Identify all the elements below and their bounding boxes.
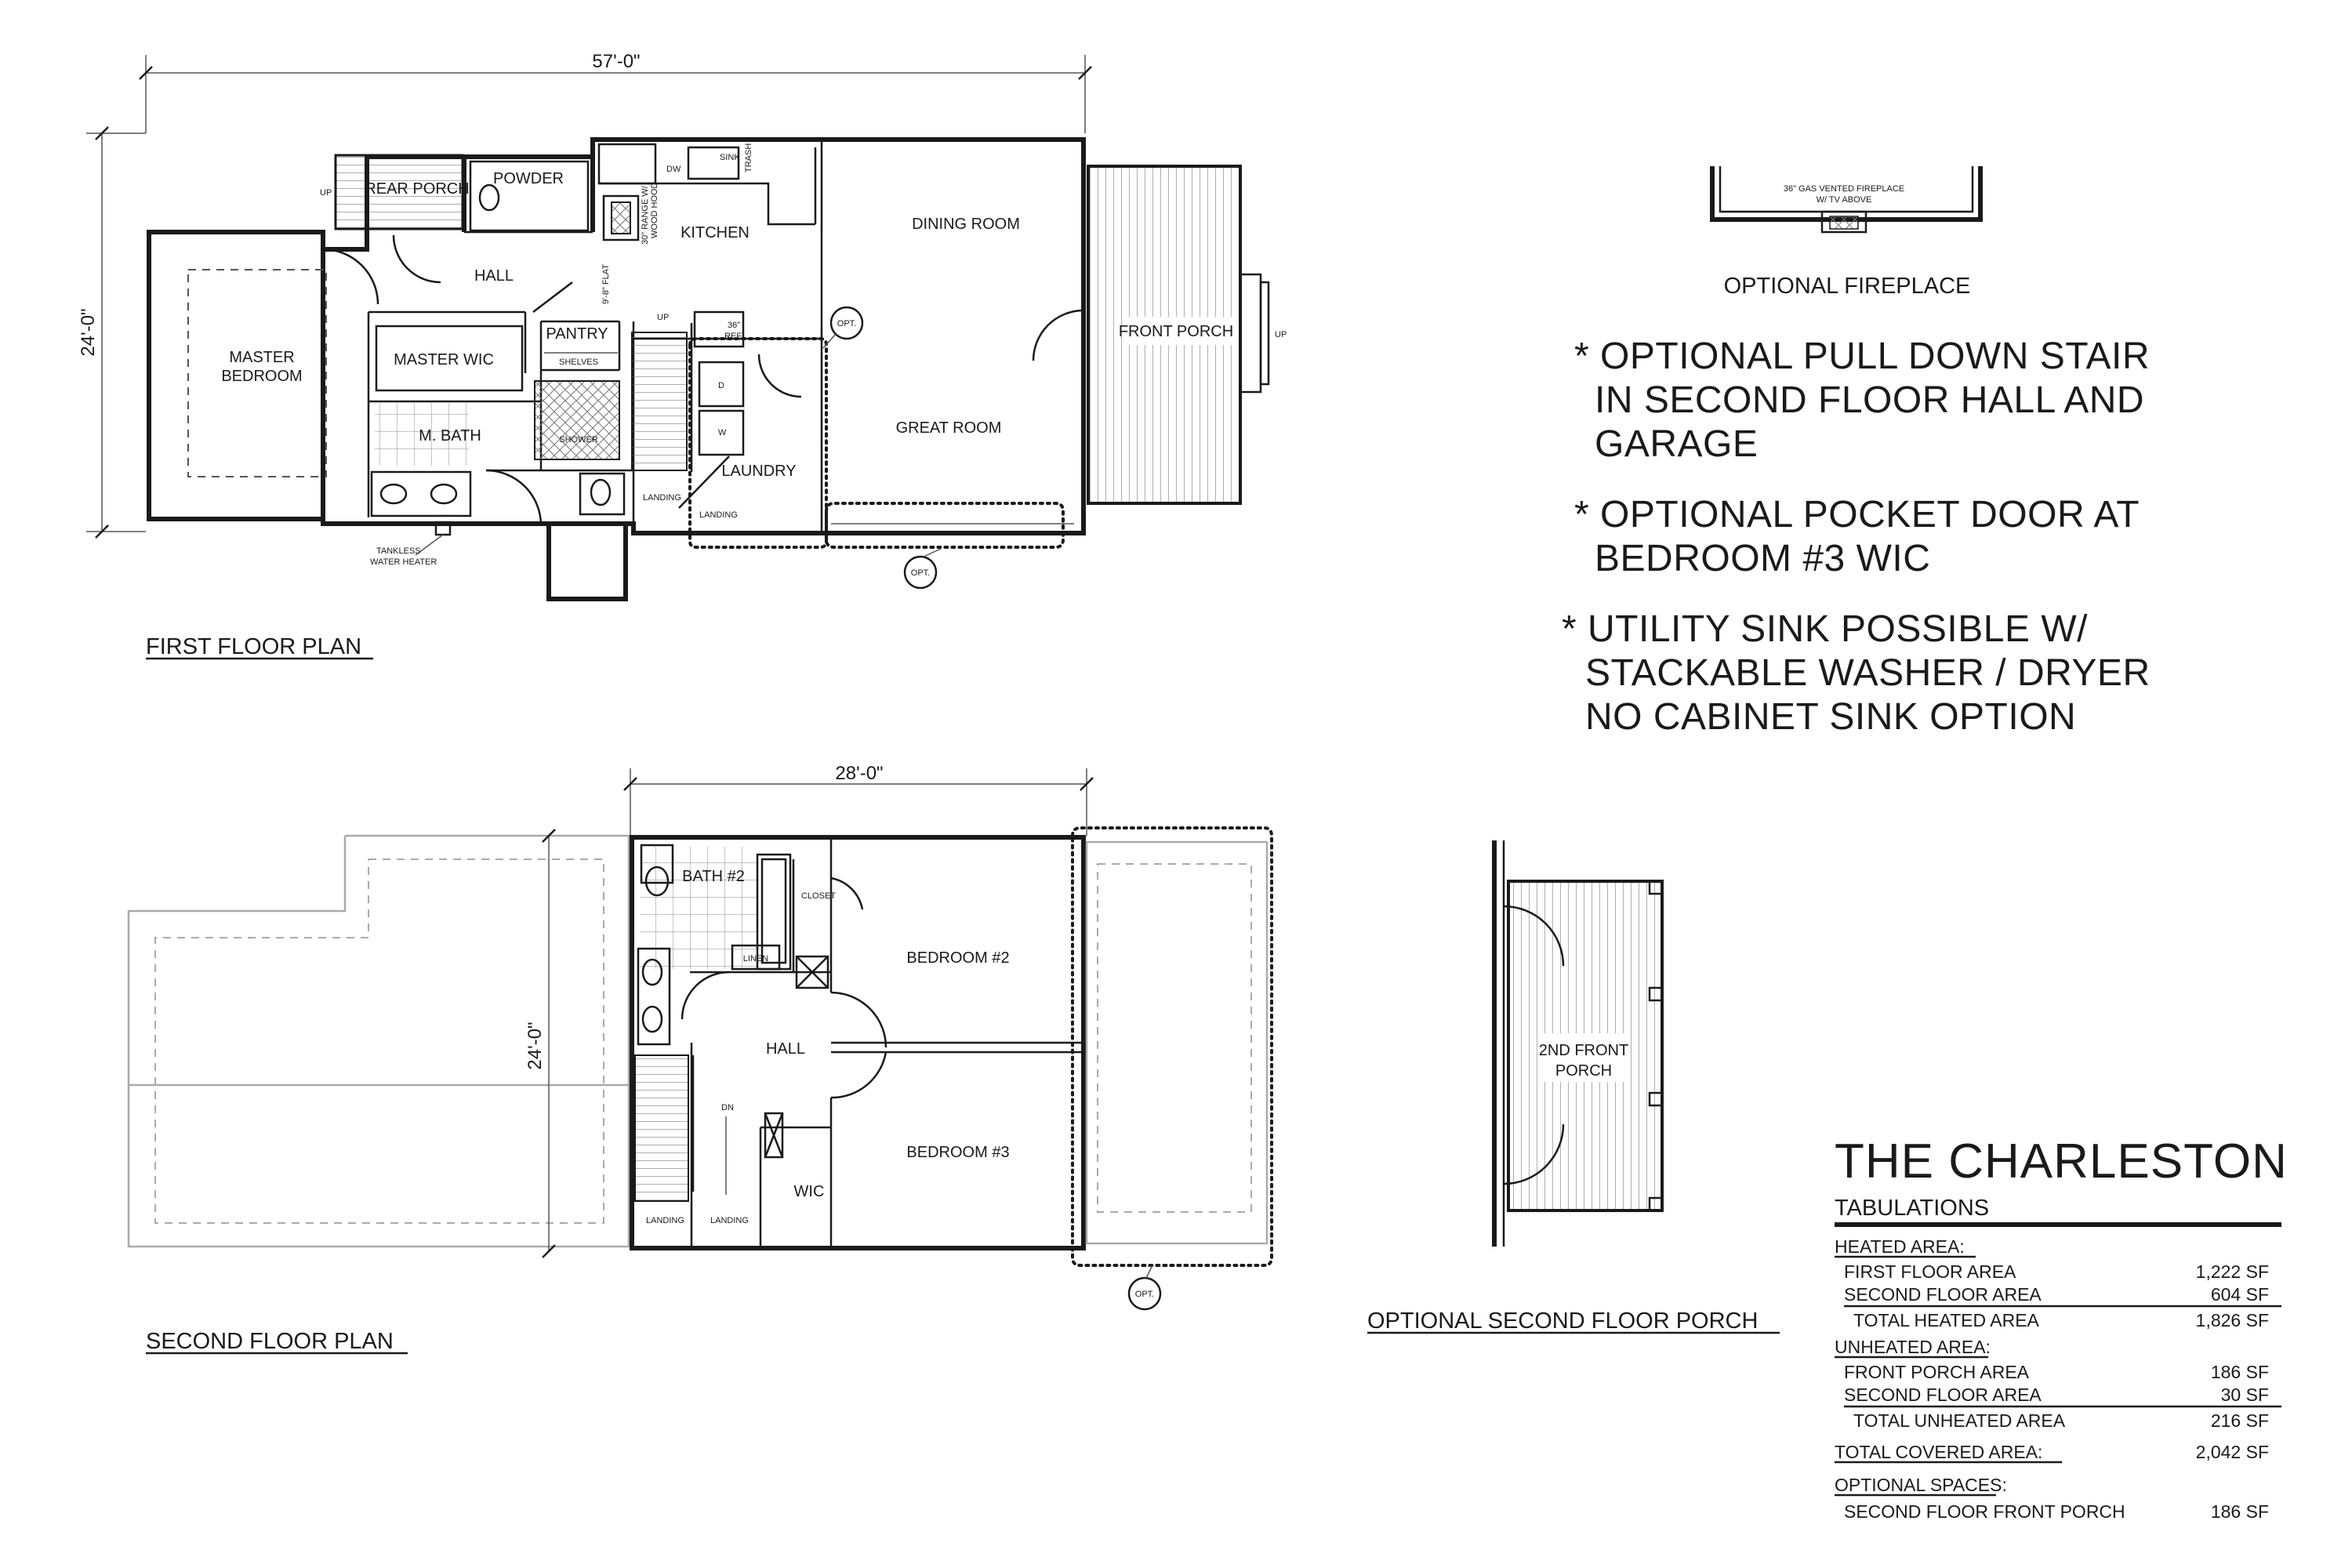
powder-label: POWDER: [493, 170, 564, 187]
range-label-2: WOOD HOOD: [650, 182, 659, 238]
bedroom-3-label: BEDROOM #3: [906, 1144, 1010, 1161]
first-floor-plan-title: FIRST FLOOR PLAN: [146, 634, 362, 659]
range-label-1: 30" RANGE W/: [641, 186, 650, 245]
opt-marker-laundry: OPT.: [837, 319, 857, 328]
second-front-porch-label-1: 2ND FRONT: [1538, 1042, 1629, 1059]
second-depth-dimension: 24'-0": [524, 1022, 546, 1070]
second-floor-area-label: SECOND FLOOR AREA: [1844, 1284, 2042, 1305]
second-floor-area-value: 604 SF: [2210, 1284, 2269, 1305]
tankless-label-line1: TANKLESS: [376, 546, 421, 556]
ref-label-1: 36": [728, 321, 741, 330]
master-wic: [376, 326, 522, 390]
plan-notes: [1562, 336, 2151, 738]
ref-label-2: REF.: [724, 332, 743, 341]
second-front-porch-label-2: PORCH: [1555, 1062, 1613, 1080]
note-1-line-2: IN SECOND FLOOR HALL AND: [1595, 379, 2145, 421]
wic-label: WIC: [793, 1183, 825, 1200]
project-title: THE CHARLESTON: [1835, 1134, 2288, 1189]
front-porch: [1088, 166, 1287, 503]
second-width-dimension: 28'-0": [835, 763, 884, 784]
landing-2nd-1: LANDING: [646, 1216, 684, 1225]
bedroom-2-label: BEDROOM #2: [906, 949, 1010, 967]
first-floor-area-label: FIRST FLOOR AREA: [1844, 1261, 2016, 1282]
bath-2-label: BATH #2: [682, 868, 745, 885]
total-unheated-value: 216 SF: [2210, 1410, 2269, 1431]
note-1-line-3: GARAGE: [1595, 423, 1759, 465]
first-floor-area-value: 1,222 SF: [2195, 1261, 2269, 1282]
laundry-label: LAUNDRY: [721, 463, 797, 480]
note-3-line-3: NO CABINET SINK OPTION: [1585, 696, 2077, 738]
unheated-header: UNHEATED AREA:: [1835, 1337, 1991, 1357]
washer-label: W: [718, 428, 727, 437]
first-floor-plan: [78, 51, 1287, 659]
total-covered-label: TOTAL COVERED AREA:: [1835, 1442, 2043, 1462]
second-floor-optional-porch-outline: [1073, 828, 1272, 1309]
total-unheated-label: TOTAL UNHEATED AREA: [1853, 1410, 2066, 1431]
hall-door-swing: [394, 235, 441, 282]
optional-second-floor-porch: [1367, 840, 1780, 1334]
sink-label: SINK: [720, 153, 740, 162]
total-heated-label: TOTAL HEATED AREA: [1853, 1310, 2039, 1330]
dryer-label: D: [718, 381, 724, 390]
fireplace-note-2: W/ TV ABOVE: [1816, 195, 1872, 205]
shelves-label: SHELVES: [559, 358, 598, 367]
tankless-label-line2: WATER HEATER: [370, 557, 437, 567]
front-porch-label: FRONT PORCH: [1118, 323, 1234, 340]
master-bedroom-label-2: BEDROOM: [221, 368, 303, 385]
optional-fireplace-title: OPTIONAL FIREPLACE: [1723, 274, 1971, 299]
side-stoop: [549, 524, 626, 599]
flat-ceiling-label: 9'-8" FLAT: [601, 263, 611, 304]
front-porch-up: UP: [1275, 330, 1287, 339]
tabulations-subtitle: TABULATIONS: [1835, 1196, 1990, 1221]
landing-label-2: LANDING: [699, 510, 738, 520]
master-bedroom: [188, 249, 378, 477]
rear-porch-label: REAR PORCH: [365, 180, 470, 198]
second-floor-plan: [129, 763, 1272, 1354]
rear-porch: [320, 155, 470, 229]
roof-outline: [129, 836, 629, 1247]
dn-label: DN: [721, 1103, 734, 1112]
second-floor-front-porch-label: SECOND FLOOR FRONT PORCH: [1844, 1501, 2125, 1522]
dw-label: DW: [666, 165, 681, 174]
kitchen: [599, 143, 815, 347]
tabulations-block: [1835, 1134, 2288, 1522]
stair-up-label: UP: [657, 313, 670, 322]
front-porch-area-label: FRONT PORCH AREA: [1844, 1362, 2029, 1382]
rear-porch-up: UP: [320, 188, 332, 198]
kitchen-label: KITCHEN: [681, 224, 750, 241]
shower-label: SHOWER: [559, 435, 598, 445]
optional-fireplace: [1712, 166, 1980, 299]
landing-label-1: LANDING: [643, 493, 681, 503]
trash-label: TRASH: [744, 143, 753, 172]
second-floor-plan-title: SECOND FLOOR PLAN: [146, 1329, 394, 1354]
pantry-label: PANTRY: [546, 325, 608, 343]
landing-2nd-2: LANDING: [710, 1216, 749, 1225]
first-depth-dimension: 24'-0": [78, 308, 99, 357]
optional-header: OPTIONAL SPACES:: [1835, 1475, 2007, 1495]
closet-label: CLOSET: [800, 891, 837, 901]
second-floor-front-porch-value: 186 SF: [2210, 1501, 2269, 1522]
note-2-line-1: * OPTIONAL POCKET DOOR AT: [1574, 494, 2140, 535]
tankless-water-heater: [370, 522, 450, 567]
note-3-line-2: STACKABLE WASHER / DRYER: [1585, 652, 2151, 694]
m-bath-label: M. BATH: [419, 427, 481, 445]
master-bath: [372, 381, 624, 525]
heated-header: HEATED AREA:: [1835, 1236, 1965, 1257]
total-covered-value: 2,042 SF: [2195, 1442, 2269, 1462]
opt-marker-second: OPT.: [1134, 1290, 1155, 1299]
fireplace-note-1: 36" GAS VENTED FIREPLACE: [1783, 184, 1905, 194]
note-3-line-1: * UTILITY SINK POSSIBLE W/: [1562, 608, 2088, 650]
second-floor-unheated-label: SECOND FLOOR AREA: [1844, 1385, 2042, 1405]
opt-marker-front: OPT.: [910, 568, 931, 578]
powder-room: [470, 162, 588, 230]
front-porch-area-value: 186 SF: [2210, 1362, 2269, 1382]
great-room-label: GREAT ROOM: [895, 419, 1002, 437]
note-1-line-1: * OPTIONAL PULL DOWN STAIR: [1574, 336, 2151, 377]
optional-second-floor-porch-title: OPTIONAL SECOND FLOOR PORCH: [1367, 1308, 1759, 1334]
master-wic-label: MASTER WIC: [394, 351, 494, 368]
master-bedroom-label-1: MASTER: [229, 349, 295, 366]
total-heated-value: 1,826 SF: [2195, 1310, 2269, 1330]
second-floor-unheated-value: 30 SF: [2220, 1385, 2269, 1405]
linen-label: LINEN: [742, 954, 769, 964]
first-floor-dimensions: [78, 51, 1091, 538]
second-hall-label: HALL: [765, 1040, 806, 1058]
note-2-line-2: BEDROOM #3 WIC: [1595, 538, 1931, 579]
first-hall-label: HALL: [474, 267, 514, 285]
dining-room-label: DINING ROOM: [912, 216, 1020, 233]
first-width-dimension: 57'-0": [592, 51, 641, 72]
